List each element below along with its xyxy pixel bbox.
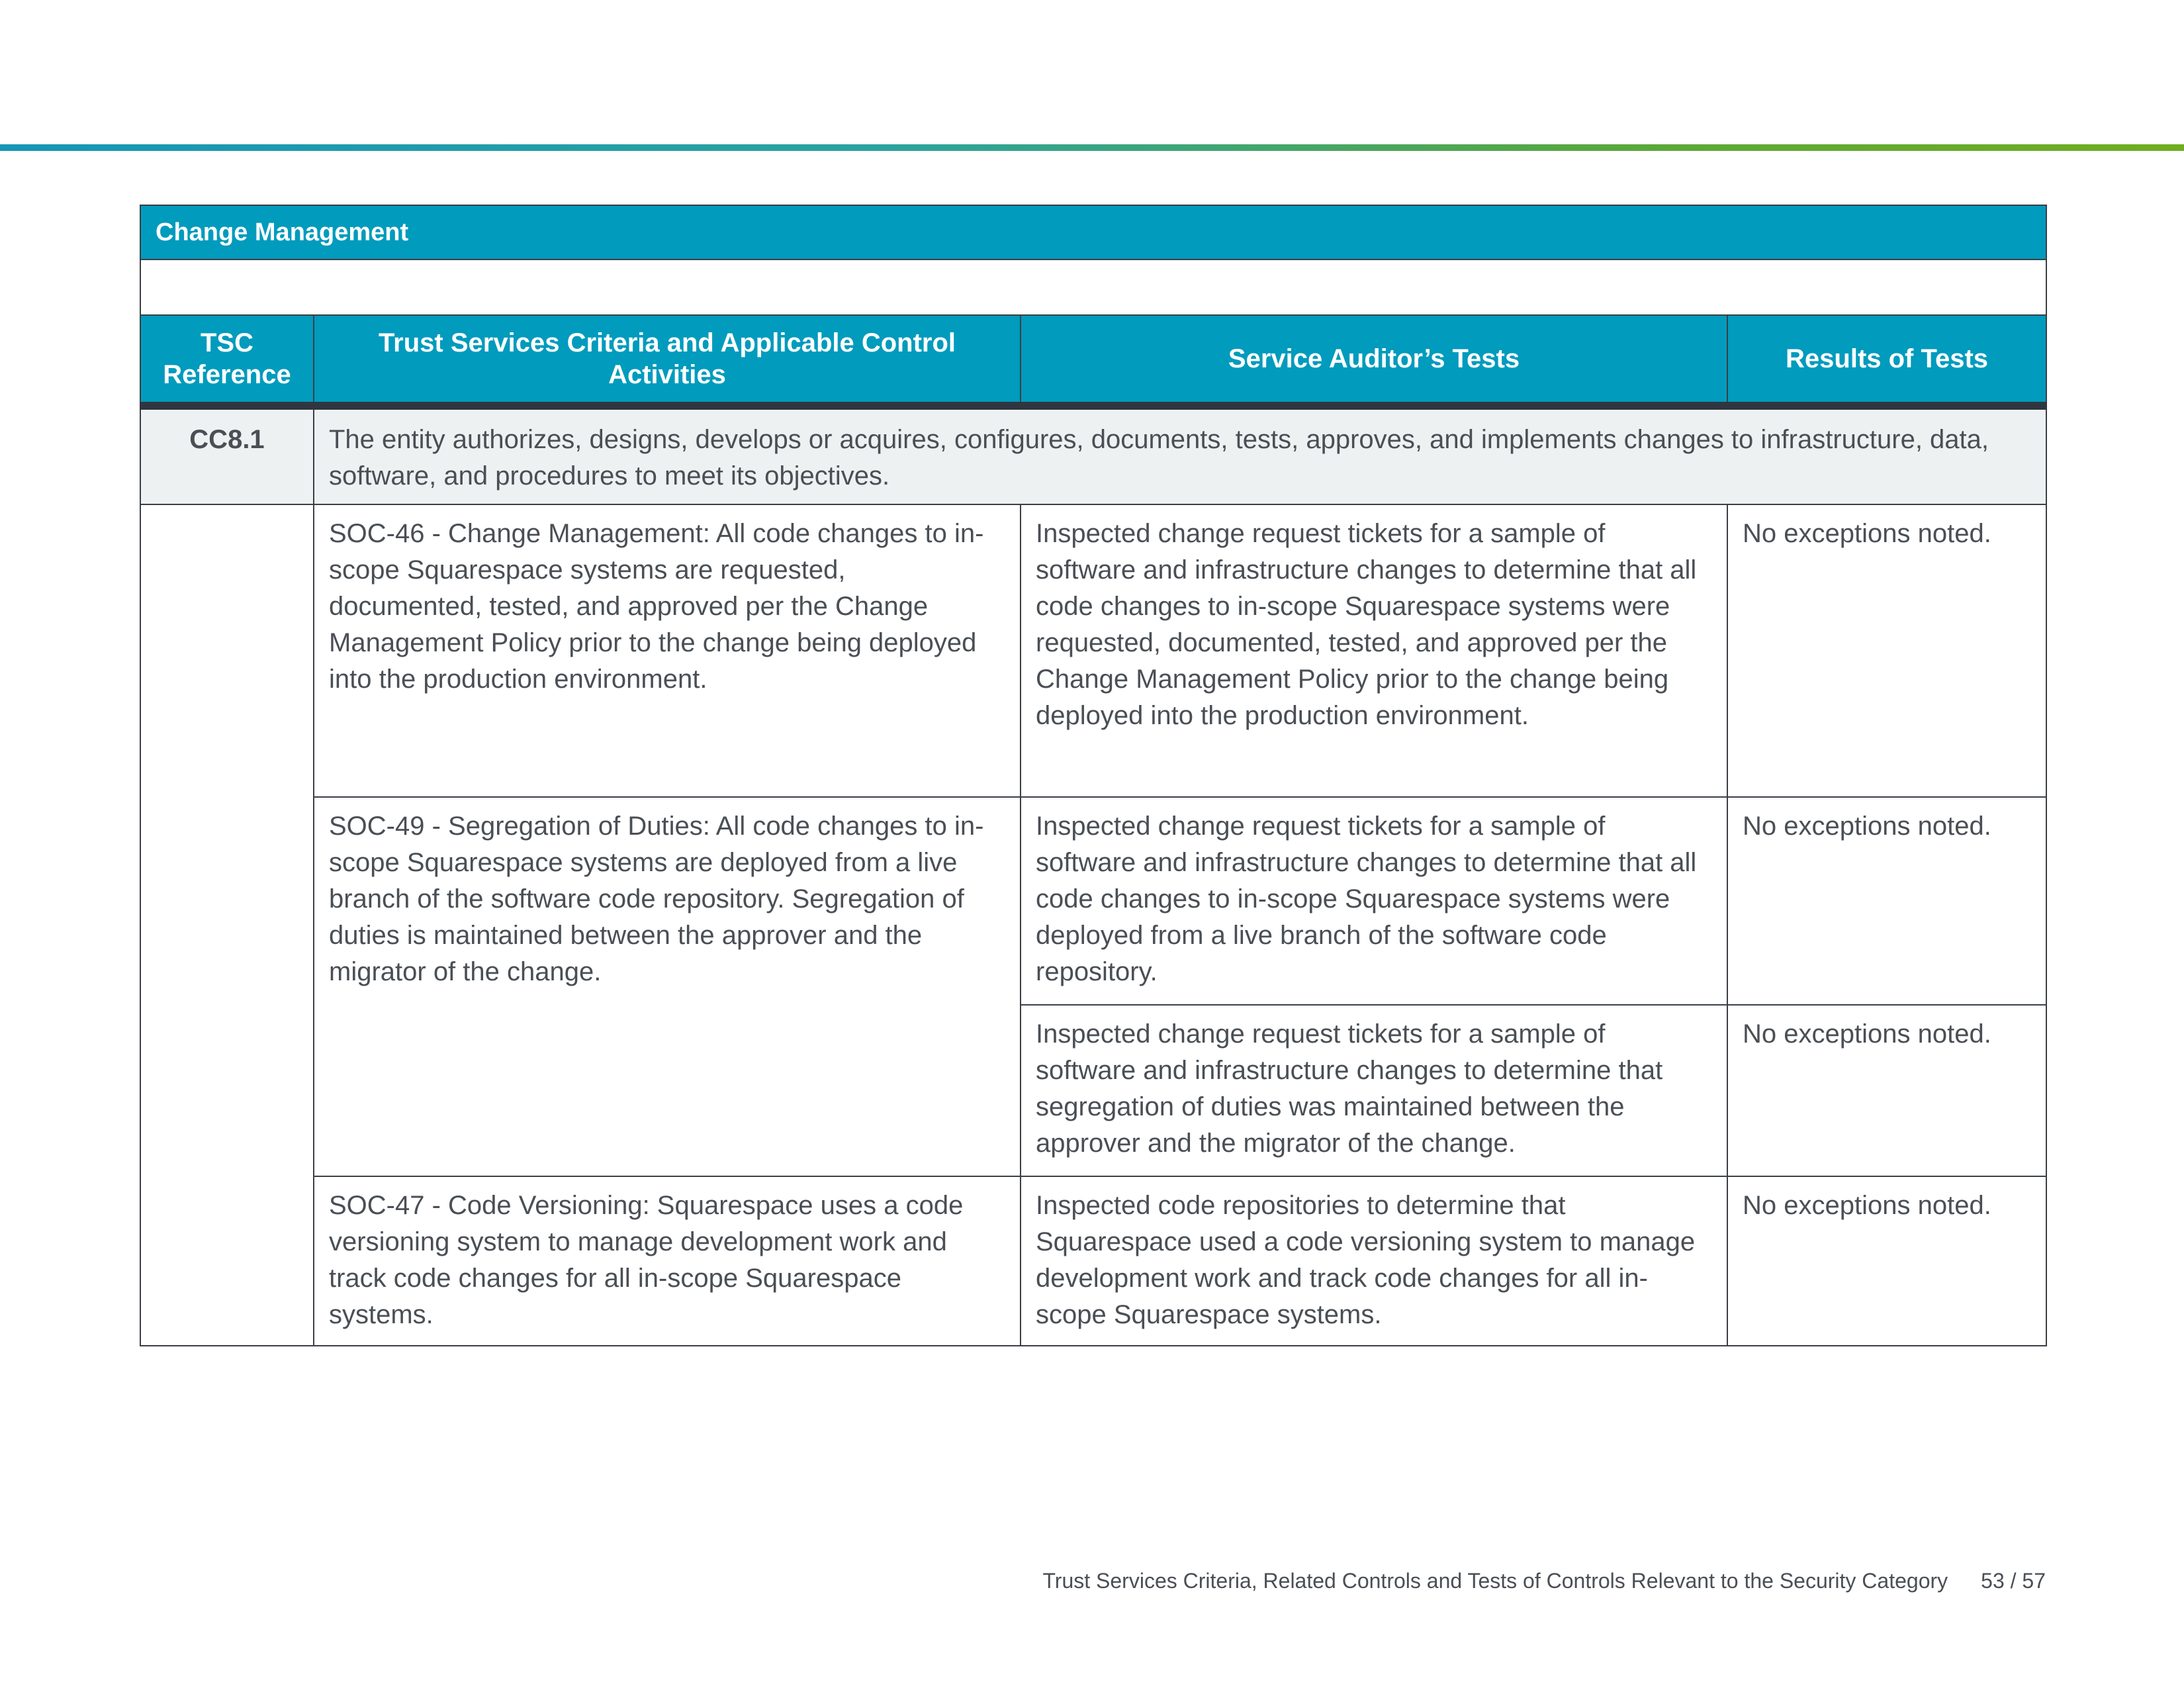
header-results: Results of Tests xyxy=(1727,315,2046,406)
page-number: 53 / 57 xyxy=(1981,1569,2046,1593)
test-result: No exceptions noted. xyxy=(1727,1176,2046,1346)
auditor-test: Inspected change request tickets for a sample of software and infrastructure changes to determine that all code changes to in-scope Squarespace systems were deployed from a live branch of the software code repository. xyxy=(1021,797,1727,1005)
criterion-ref: CC8.1 xyxy=(140,406,314,504)
criterion-row xyxy=(140,406,2046,504)
control-activity: SOC-46 - Change Management: All code changes to in-scope Squarespace systems are requested, documented, tested, and approved per the Change Management Policy prior to the change being deployed into the production environment. xyxy=(314,504,1021,797)
section-title-row xyxy=(140,205,2046,259)
page-footer xyxy=(0,1569,2046,1593)
test-result: No exceptions noted. xyxy=(1727,797,2046,1005)
auditor-test: Inspected code repositories to determine that Squarespace used a code versioning system to manage development work and track code changes for all in-scope Squarespace systems. xyxy=(1021,1176,1727,1346)
test-result: No exceptions noted. xyxy=(1727,504,2046,797)
control-activity: SOC-49 - Segregation of Duties: All code changes to in-scope Squarespace systems are deployed from a live branch of the software code repository. Segregation of duties is maintained between the approver and the migrator of the change. xyxy=(314,797,1021,1176)
auditor-test: Inspected change request tickets for a sample of software and infrastructure changes to determine that all code changes to in-scope Squarespace systems were requested, documented, tested, and approved per the Change Management Policy prior to the change being deployed into the production environment. xyxy=(1021,504,1727,797)
table-row xyxy=(140,797,2046,1005)
reference-empty-cell xyxy=(140,504,314,1346)
criterion-text: The entity authorizes, designs, develops or acquires, configures, documents, tests, approves, and implements changes to infrastructure, data, software, and procedures to meet its objectives. xyxy=(314,406,2046,504)
spacer-row xyxy=(140,259,2046,315)
column-header-row xyxy=(140,315,2046,406)
header-tests: Service Auditor’s Tests xyxy=(1021,315,1727,406)
section-title: Change Management xyxy=(140,205,2046,259)
header-criteria: Trust Services Criteria and Applicable Control Activities xyxy=(314,315,1021,406)
table-row xyxy=(140,504,2046,797)
auditor-test: Inspected change request tickets for a sample of software and infrastructure changes to determine that segregation of duties was maintained between the approver and the migrator of the change. xyxy=(1021,1005,1727,1176)
header-tsc-reference: TSC Reference xyxy=(140,315,314,406)
footer-text: Trust Services Criteria, Related Controls and Tests of Controls Relevant to the Security Category xyxy=(1042,1569,1948,1593)
control-activity: SOC-47 - Code Versioning: Squarespace uses a code versioning system to manage development work and track code changes for all in-scope Squarespace systems. xyxy=(314,1176,1021,1346)
header-accent-bar xyxy=(0,144,2184,151)
table-row xyxy=(140,1176,2046,1346)
test-result: No exceptions noted. xyxy=(1727,1005,2046,1176)
controls-table xyxy=(140,205,2047,1346)
